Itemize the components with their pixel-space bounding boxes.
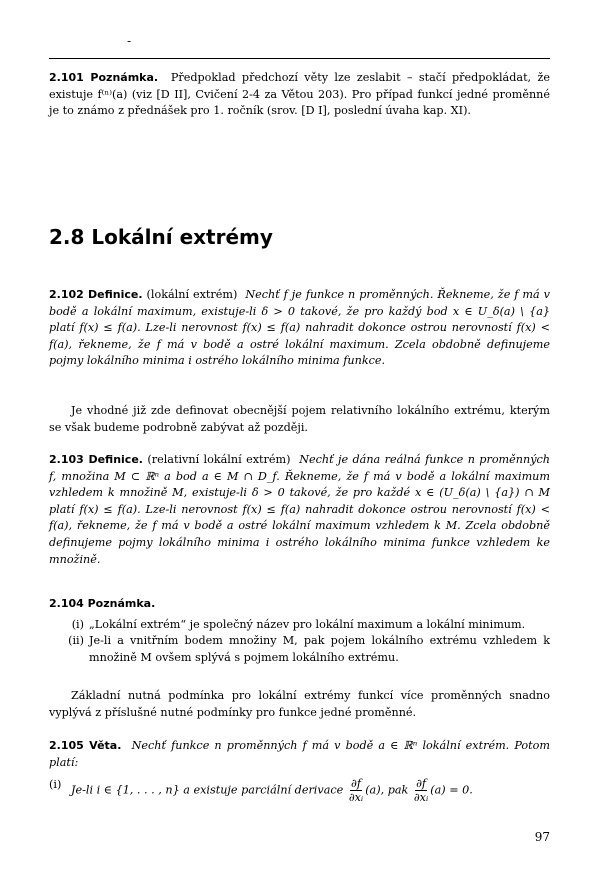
paragraph-2: Základní nutná podmínka pro lokální extrémy funkcí více proměnných snadno vyplývá z příslušné nutné podmínky pro funkce jedné proměnné. [49, 689, 550, 719]
fraction-numerator: ∂f [351, 777, 361, 791]
paragraph-1: Je vhodné již zde definovat obecnější pojem relativního lokálního extrému, kterým se však budeme podrobně zabývat až později. [49, 404, 550, 434]
theorem-item-pre: Je-li i ∈ {1, . . . , n} a existuje parciální derivace [71, 783, 344, 797]
page [49, 0, 550, 893]
remark-2-101 [49, 70, 550, 120]
remark-2-104 [49, 596, 550, 666]
theorem-2-105-text: Nechť funkce n proměnných f má v bodě a ∈ ℝⁿ lokální extrém. Potom platí: [49, 739, 550, 769]
definition-2-102-heading: 2.102 Definice. [49, 288, 143, 301]
theorem-2-105 [49, 738, 550, 804]
paragraph-relative-extremum [49, 403, 550, 436]
theorem-item-text [71, 777, 550, 804]
list-item-label: (i) [71, 617, 84, 631]
definition-2-102 [49, 287, 550, 370]
list-item [49, 633, 550, 666]
definition-2-103-heading: 2.103 Definice. [49, 453, 143, 466]
theorem-item [49, 777, 550, 804]
list-item [49, 617, 550, 634]
fraction-denominator: ∂xᵢ [413, 791, 429, 805]
running-header-mark: - [127, 34, 132, 48]
list-item-text: „Lokální extrém“ je společný název pro lokální maximum a lokální minimum. [89, 617, 526, 631]
definition-2-103-text: Nechť je dána reálná funkce n proměnných f, množina M ⊂ ℝⁿ a bod a ∈ M ∩ D_f. Řekneme, že f má v bodě a lokální maximum vzhledem k množině M, existuje-li δ > 0 takové, že pro každé x ∈ (U_δ(a) \ {a}) ∩ M platí f(x) ≤ f(a). Lze-li nerovnost f(x) ≤ f(a) nahradit dokonce ostrou nerovností f(x) < f(a), řekneme, že f má v bodě a ostré lokální maximum vzhledem k M. Zcela obdobně definujeme pojmy lokálního minima i ostrého lokálního minima funkce vzhledem ke množině. [49, 453, 550, 566]
page-number: 97 [534, 830, 550, 844]
paragraph-necessary-condition [49, 688, 550, 721]
list-item-label: (ii) [68, 634, 84, 648]
section-title: 2.8 Lokální extrémy [49, 225, 273, 249]
remark-2-101-text: Předpoklad předchozí věty lze zeslabit – stačí předpokládat, že existuje f⁽ⁿ⁾(a) (viz [D II], Cvičení 2-4 za Větou 203). Pro případ funkcí jedné proměnné je to známo z přednášek pro 1. ročník (srov. [D I], poslední úvaha kap. XI). [49, 71, 550, 118]
definition-2-102-text: Nechť f je funkce n proměnných. Řekneme, že f má v bodě a lokální maximum, existuje-li δ > 0 takové, že pro každý bod x ∈ U_δ(a) \ {a} platí f(x) ≤ f(a). Lze-li nerovnost f(x) ≤ f(a) nahradit dokonce ostrou nerovností f(x) < f(a), řekneme, že f má v bodě a ostré lokální maximum. Zcela obdobně definujeme pojmy lokálního minima i ostrého lokálního minima funkce. [49, 288, 550, 368]
partial-derivative-fraction [413, 777, 429, 804]
definition-2-103 [49, 452, 550, 568]
remark-2-101-heading: 2.101 Poznámka. [49, 71, 159, 84]
header-rule [49, 58, 550, 59]
definition-2-103-topic: (relativní lokální extrém) [147, 453, 291, 466]
definition-2-102-topic: (lokální extrém) [146, 288, 238, 301]
remark-2-104-heading: 2.104 Poznámka. [49, 597, 156, 610]
theorem-item-label: (i) [49, 778, 62, 792]
fraction-denominator: ∂xᵢ [348, 791, 364, 805]
fraction-numerator: ∂f [416, 777, 427, 791]
theorem-item-mid: (a), pak [365, 783, 409, 797]
theorem-2-105-heading: 2.105 Věta. [49, 739, 122, 752]
partial-derivative-fraction [348, 777, 364, 804]
list-item-text: Je-li a vnitřním bodem množiny M, pak pojem lokálního extrému vzhledem k množině M ovšem splývá s pojmem lokálního extrému. [89, 634, 550, 664]
theorem-item-post: (a) = 0. [430, 783, 473, 797]
